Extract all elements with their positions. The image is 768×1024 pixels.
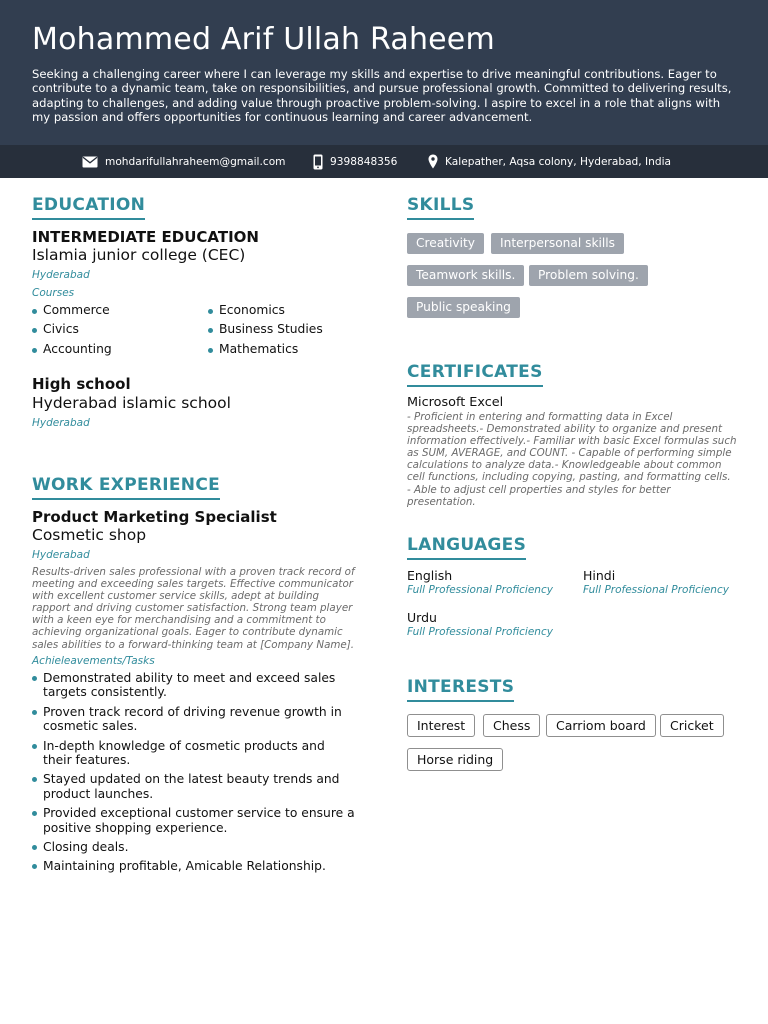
email-text: mohdarifullahraheem@gmail.com bbox=[105, 155, 286, 168]
company-name: Cosmetic shop bbox=[32, 526, 147, 544]
course-item: Mathematics bbox=[208, 342, 298, 356]
list-item: Stayed updated on the latest beauty trends and product launches. bbox=[32, 772, 357, 801]
language-name: Hindi bbox=[583, 568, 616, 583]
education-location: Hyderabad bbox=[32, 269, 90, 281]
contact-address bbox=[428, 145, 671, 178]
address-text: Kalepather, Aqsa colony, Hyderabad, India bbox=[445, 155, 672, 168]
language-name: English bbox=[407, 568, 453, 583]
list-item: In-depth knowledge of cosmetic products and their features. bbox=[32, 739, 357, 768]
education-institution: Islamia junior college (CEC) bbox=[32, 246, 246, 264]
course-item: Economics bbox=[208, 303, 285, 317]
courses-label: Courses bbox=[32, 287, 75, 299]
language-level: Full Professional Proficiency bbox=[407, 626, 553, 638]
language-level: Full Professional Proficiency bbox=[583, 584, 729, 596]
job-location: Hyderabad bbox=[32, 549, 90, 561]
skill-chip: Teamwork skills. bbox=[407, 265, 524, 286]
phone-text: 9398848356 bbox=[330, 155, 398, 168]
list-item: Maintaining profitable, Amicable Relationship. bbox=[32, 859, 357, 873]
location-pin-icon bbox=[428, 154, 438, 169]
languages-heading: LANGUAGES bbox=[407, 535, 526, 560]
skills-heading: SKILLS bbox=[407, 195, 474, 220]
course-item: Accounting bbox=[32, 342, 112, 356]
list-item: Provided exceptional customer service to ensure a positive shopping experience. bbox=[32, 806, 357, 835]
course-item: Civics bbox=[32, 322, 79, 336]
language-name: Urdu bbox=[407, 610, 437, 625]
course-item: Commerce bbox=[32, 303, 110, 317]
interest-chip: Chess bbox=[483, 714, 540, 737]
contact-email[interactable] bbox=[82, 145, 286, 178]
candidate-name: Mohammed Arif Ullah Raheem bbox=[32, 22, 495, 57]
interest-chip: Horse riding bbox=[407, 748, 503, 771]
skill-chip: Public speaking bbox=[407, 297, 520, 318]
interest-chip: Carriom board bbox=[546, 714, 656, 737]
achievements-label: Achieleavements/Tasks bbox=[32, 655, 155, 667]
profile-summary: Seeking a challenging career where I can leverage my skills and expertise to drive meaningful contributions. Eager to contribute to a dynamic team, take on responsibilities, and pursue professional growth. Committed to delivering results, adapting to challenges, and adding value through proactive problem-solving. I aspire to excel in a role that aligns with my passion and offers opportunities for continuous learning and career advancement. bbox=[32, 67, 732, 124]
education-location: Hyderabad bbox=[32, 417, 90, 429]
contact-phone[interactable] bbox=[313, 145, 397, 178]
certificate-description: - Proficient in entering and formatting data in Excel spreadsheets.- Demonstrated ability to organize and present information effectively.- Familiar with basic Excel formulas such as SUM, AVERAGE, and COUNT. - Capable of performing simple calculations to analyze data.- Knowledgeable about common cell functions, including copying, pasting, and formatting cells. - Able to adjust cell properties and styles for better presentation. bbox=[407, 411, 737, 508]
language-level: Full Professional Proficiency bbox=[407, 584, 553, 596]
interests-heading: INTERESTS bbox=[407, 677, 514, 702]
resume-header bbox=[0, 0, 768, 145]
education-degree: INTERMEDIATE EDUCATION bbox=[32, 228, 259, 246]
phone-icon bbox=[313, 154, 323, 170]
interest-chip: Cricket bbox=[660, 714, 724, 737]
education-degree: High school bbox=[32, 375, 131, 393]
skill-chip: Interpersonal skills bbox=[491, 233, 624, 254]
list-item: Demonstrated ability to meet and exceed sales targets consistently. bbox=[32, 671, 357, 700]
mail-icon bbox=[82, 156, 98, 168]
job-title: Product Marketing Specialist bbox=[32, 508, 277, 526]
course-item: Business Studies bbox=[208, 322, 323, 336]
work-experience-heading: WORK EXPERIENCE bbox=[32, 475, 220, 500]
interest-chip: Interest bbox=[407, 714, 475, 737]
certificate-name: Microsoft Excel bbox=[407, 395, 504, 410]
achievements-list bbox=[32, 671, 357, 879]
skill-chip: Problem solving. bbox=[529, 265, 648, 286]
skill-chip: Creativity bbox=[407, 233, 484, 254]
job-description: Results-driven sales professional with a proven track record of meeting and exceeding sales targets. Effective communicator with excellent customer service skills, adept at building rapport and driving customer satisfaction. Strong team player with a keen eye for merchandising and a commitment to achieving organizational goals. Eager to contribute dynamic sales abilities to a forward-thinking team at [Company Name]. bbox=[32, 566, 355, 651]
list-item: Proven track record of driving revenue growth in cosmetic sales. bbox=[32, 705, 357, 734]
certificates-heading: CERTIFICATES bbox=[407, 362, 543, 387]
education-heading: EDUCATION bbox=[32, 195, 145, 220]
list-item: Closing deals. bbox=[32, 840, 357, 854]
contact-bar bbox=[0, 145, 768, 178]
education-institution: Hyderabad islamic school bbox=[32, 394, 231, 412]
